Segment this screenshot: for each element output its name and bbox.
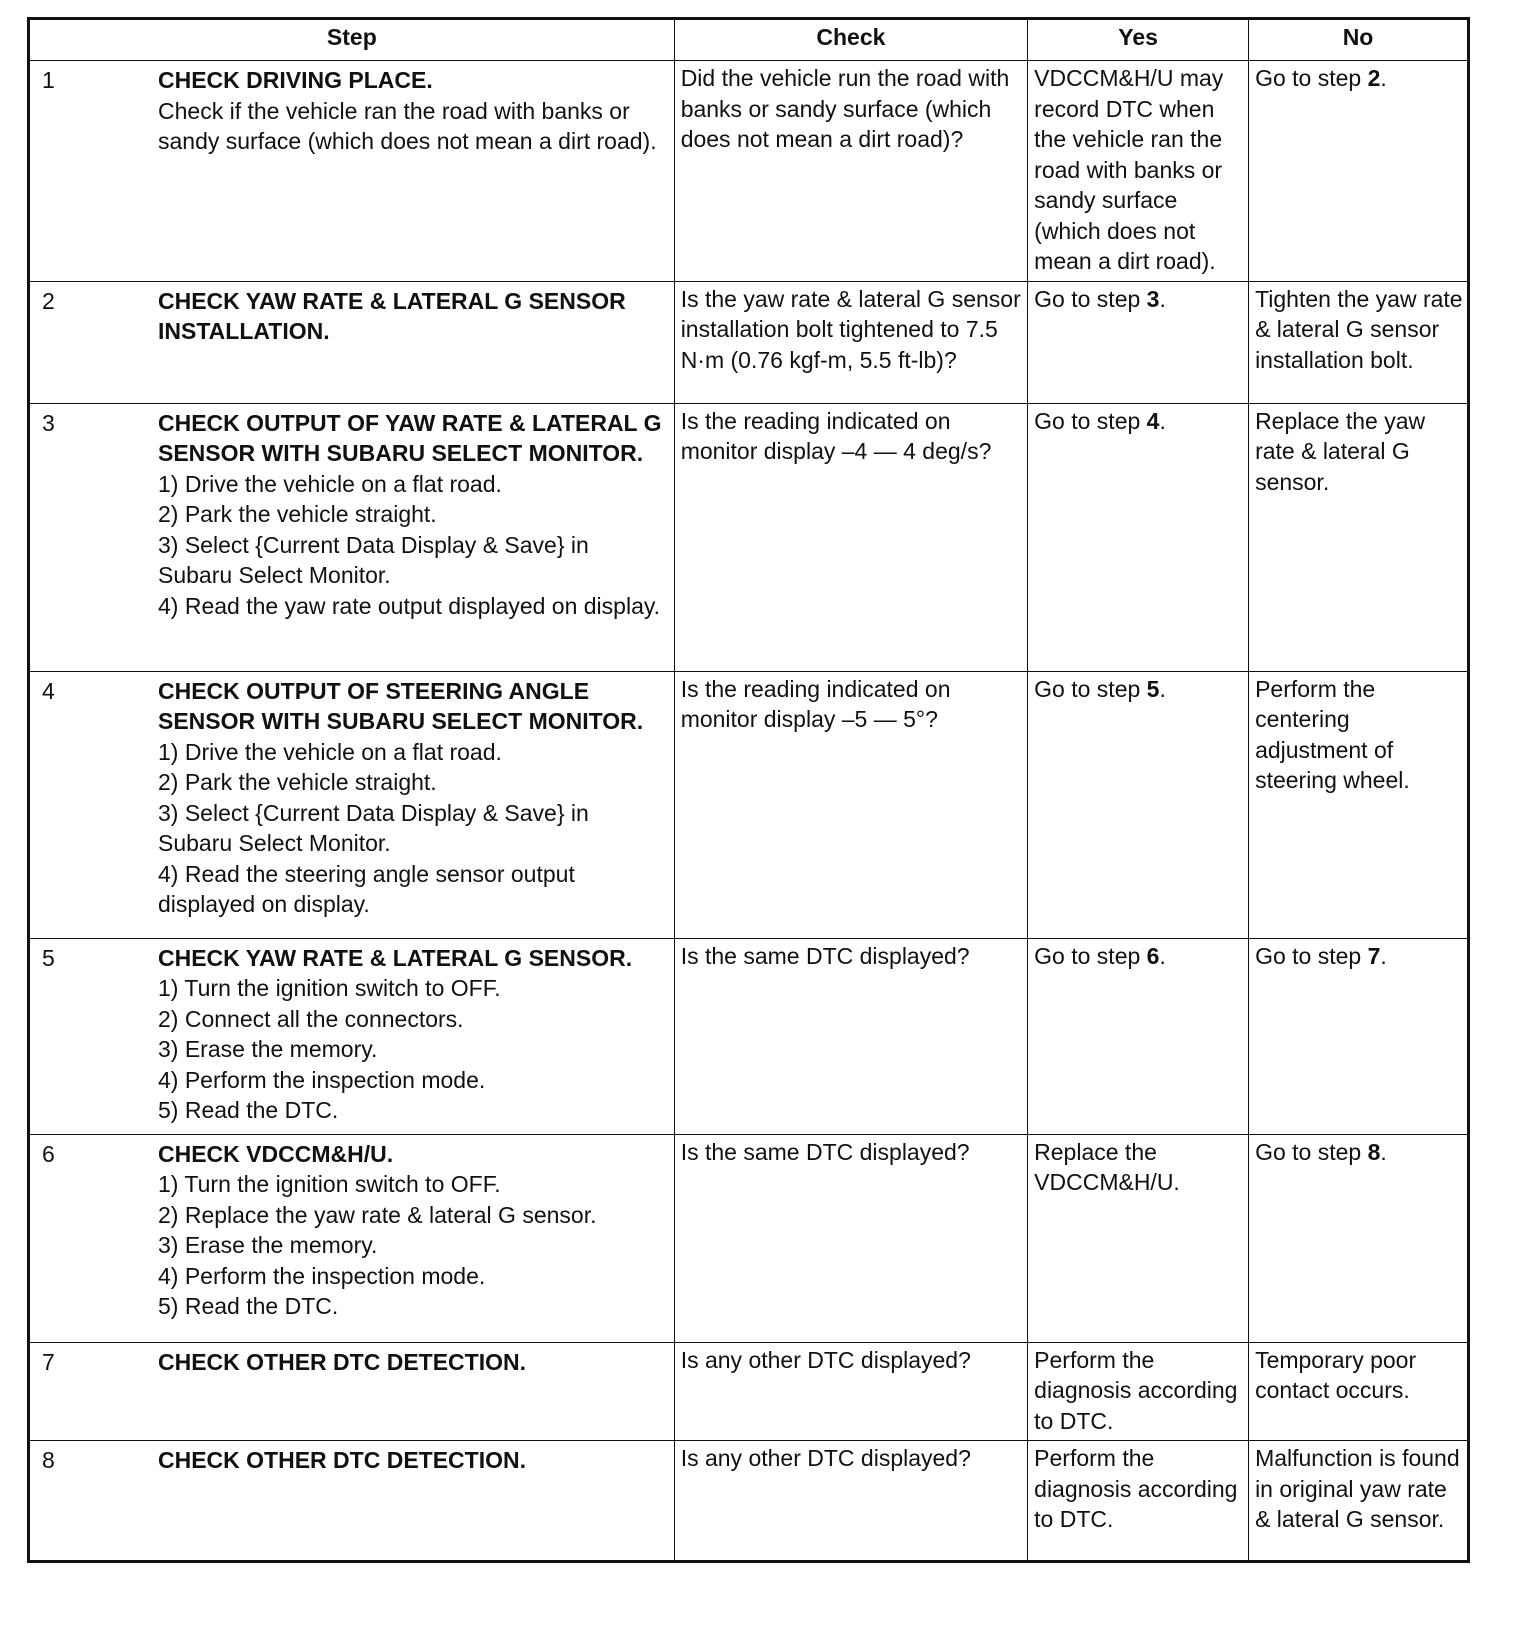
- yes-cell: [1028, 1134, 1249, 1342]
- step-body: [152, 941, 670, 1130]
- check-cell: Did the vehicle run the road with banks or sandy surface (which does not mean a dirt road)?: [674, 61, 1027, 282]
- step-instruction: 3) Erase the memory.: [158, 1232, 378, 1258]
- no-step-ref: 8: [1367, 1138, 1381, 1165]
- step-instruction: 2) Park the vehicle straight.: [158, 501, 437, 527]
- check-cell: Is the same DTC displayed?: [674, 938, 1027, 1134]
- step-number: 7: [42, 1348, 55, 1375]
- header-yes: Yes: [1028, 19, 1249, 61]
- step-instruction: 4) Read the steering angle sensor output displayed on display.: [158, 860, 575, 917]
- step-items: [158, 737, 666, 920]
- yes-step-ref: 4: [1146, 407, 1160, 434]
- no-cell: [1249, 1134, 1469, 1342]
- no-cell: [1249, 1441, 1469, 1562]
- step-body: [152, 1137, 670, 1326]
- step-instruction: 2) Replace the yaw rate & lateral G sensor.: [158, 1201, 597, 1228]
- step-cell: [29, 1342, 675, 1441]
- yes-cell: [1028, 938, 1249, 1134]
- yes-end: .: [1159, 675, 1166, 702]
- no-cell: [1249, 281, 1469, 403]
- step-body: [152, 284, 670, 351]
- table-row: [29, 1441, 1469, 1562]
- step-body: [152, 674, 670, 924]
- step-title: CHECK OTHER DTC DETECTION.: [158, 1447, 526, 1473]
- yes-text: Go to step: [1034, 285, 1147, 312]
- step-cell: [29, 281, 675, 403]
- no-step-ref: 2: [1367, 65, 1381, 91]
- header-step: Step: [29, 19, 675, 61]
- step-instruction: 1) Turn the ignition switch to OFF.: [158, 1171, 501, 1197]
- step-cell: [29, 61, 675, 282]
- step-title: CHECK YAW RATE & LATERAL G SENSOR.: [158, 944, 633, 971]
- step-instruction: 2) Park the vehicle straight.: [158, 769, 437, 795]
- step-cell: [29, 403, 675, 671]
- step-number: 3: [42, 409, 55, 436]
- step-cell: [29, 1134, 675, 1342]
- table-header-row: [29, 19, 1469, 61]
- table-body: [29, 61, 1469, 1562]
- step-body: [152, 1345, 670, 1382]
- step-instruction: 3) Select {Current Data Display & Save} in Subaru Select Monitor.: [158, 799, 589, 856]
- step-cell: [29, 1441, 675, 1562]
- step-title: CHECK DRIVING PLACE.: [158, 67, 433, 93]
- step-instruction: 4) Read the yaw rate output displayed on display.: [158, 592, 661, 619]
- step-body: [152, 406, 670, 626]
- no-text: Go to step: [1255, 942, 1368, 969]
- no-cell: [1249, 671, 1469, 938]
- no-cell: [1249, 61, 1469, 282]
- step-instruction: 1) Drive the vehicle on a flat road.: [158, 470, 502, 497]
- step-cell: [29, 938, 675, 1134]
- table-row: [29, 938, 1469, 1134]
- no-text: Perform the centering adjustment of steering wheel.: [1255, 675, 1410, 793]
- step-cell: [29, 671, 675, 938]
- yes-step-ref: 3: [1146, 285, 1160, 312]
- diagnostic-procedure-table: [27, 17, 1470, 1563]
- step-title: CHECK OUTPUT OF YAW RATE & LATERAL G SENSOR WITH SUBARU SELECT MONITOR.: [158, 409, 662, 466]
- yes-cell: [1028, 403, 1249, 671]
- step-instruction: 4) Perform the inspection mode.: [158, 1066, 486, 1093]
- step-instruction: 4) Perform the inspection mode.: [158, 1262, 486, 1289]
- step-instruction: 3) Erase the memory.: [158, 1036, 378, 1062]
- step-number: 5: [42, 944, 55, 971]
- yes-text: VDCCM&H/U may record DTC when the vehicle ran the road with banks or sandy surface (which does not mean a dirt road).: [1034, 65, 1224, 274]
- yes-cell: [1028, 281, 1249, 403]
- no-text: Go to step: [1255, 65, 1368, 91]
- step-instruction: 2) Connect all the connectors.: [158, 1005, 464, 1032]
- check-cell: Is the same DTC displayed?: [674, 1134, 1027, 1342]
- step-number: 2: [42, 287, 55, 314]
- yes-text: Go to step: [1034, 675, 1147, 702]
- step-text: Check if the vehicle ran the road with banks or sandy surface (which does not mean a dirt road).: [158, 97, 657, 154]
- step-number: 1: [42, 67, 55, 93]
- step-instruction: 5) Read the DTC.: [158, 1293, 339, 1319]
- table-row: [29, 403, 1469, 671]
- yes-text: Perform the diagnosis according to DTC.: [1034, 1346, 1238, 1434]
- yes-step-ref: 6: [1146, 942, 1160, 969]
- yes-cell: [1028, 671, 1249, 938]
- yes-text: Go to step: [1034, 942, 1147, 969]
- yes-cell: [1028, 61, 1249, 282]
- yes-end: .: [1159, 407, 1166, 434]
- no-cell: [1249, 938, 1469, 1134]
- step-title: CHECK VDCCM&H/U.: [158, 1140, 394, 1167]
- no-text: Temporary poor contact occurs.: [1255, 1346, 1417, 1403]
- step-items: [158, 469, 666, 622]
- step-body: [152, 63, 670, 161]
- yes-text: Replace the VDCCM&H/U.: [1034, 1138, 1180, 1195]
- check-cell: Is the reading indicated on monitor display –4 — 4 deg/s?: [674, 403, 1027, 671]
- step-title: CHECK YAW RATE & LATERAL G SENSOR INSTALLATION.: [158, 287, 626, 344]
- check-cell: Is the yaw rate & lateral G sensor installation bolt tightened to 7.5 N·m (0.76 kgf-m, 5.5 ft-lb)?: [674, 281, 1027, 403]
- yes-step-ref: 5: [1146, 675, 1160, 702]
- step-title: CHECK OUTPUT OF STEERING ANGLE SENSOR WITH SUBARU SELECT MONITOR.: [158, 677, 644, 734]
- step-number: 6: [42, 1140, 55, 1167]
- no-cell: [1249, 403, 1469, 671]
- no-text: Go to step: [1255, 1138, 1368, 1165]
- yes-cell: [1028, 1342, 1249, 1441]
- step-instruction: 3) Select {Current Data Display & Save} in Subaru Select Monitor.: [158, 531, 589, 588]
- table-row: [29, 671, 1469, 938]
- step-number: 8: [42, 1447, 55, 1473]
- step-number: 4: [42, 677, 55, 704]
- step-instruction: 1) Drive the vehicle on a flat road.: [158, 738, 502, 765]
- check-cell: Is any other DTC displayed?: [674, 1441, 1027, 1562]
- yes-end: .: [1159, 942, 1166, 969]
- table-row: [29, 1342, 1469, 1441]
- step-instruction: 5) Read the DTC.: [158, 1097, 339, 1123]
- no-end: .: [1380, 65, 1387, 91]
- no-step-ref: 7: [1367, 942, 1381, 969]
- step-body: [152, 1443, 670, 1480]
- table-row: [29, 281, 1469, 403]
- yes-end: .: [1159, 285, 1166, 312]
- step-items: [158, 1169, 666, 1322]
- step-instruction: 1) Turn the ignition switch to OFF.: [158, 975, 501, 1001]
- no-end: .: [1380, 1138, 1387, 1165]
- no-text: Tighten the yaw rate & lateral G sensor installation bolt.: [1255, 285, 1463, 373]
- table-row: [29, 61, 1469, 282]
- no-end: .: [1380, 942, 1387, 969]
- header-no: No: [1249, 19, 1469, 61]
- step-items: [158, 973, 666, 1126]
- no-cell: [1249, 1342, 1469, 1441]
- yes-text: Go to step: [1034, 407, 1147, 434]
- yes-cell: [1028, 1441, 1249, 1562]
- check-cell: Is any other DTC displayed?: [674, 1342, 1027, 1441]
- yes-text: Perform the diagnosis according to DTC.: [1034, 1445, 1238, 1532]
- no-text: Replace the yaw rate & lateral G sensor.: [1255, 407, 1426, 495]
- check-cell: Is the reading indicated on monitor display –5 — 5°?: [674, 671, 1027, 938]
- step-title: CHECK OTHER DTC DETECTION.: [158, 1348, 526, 1375]
- no-text: Malfunction is found in original yaw rate & lateral G sensor.: [1255, 1445, 1460, 1532]
- table-row: [29, 1134, 1469, 1342]
- header-check: Check: [674, 19, 1027, 61]
